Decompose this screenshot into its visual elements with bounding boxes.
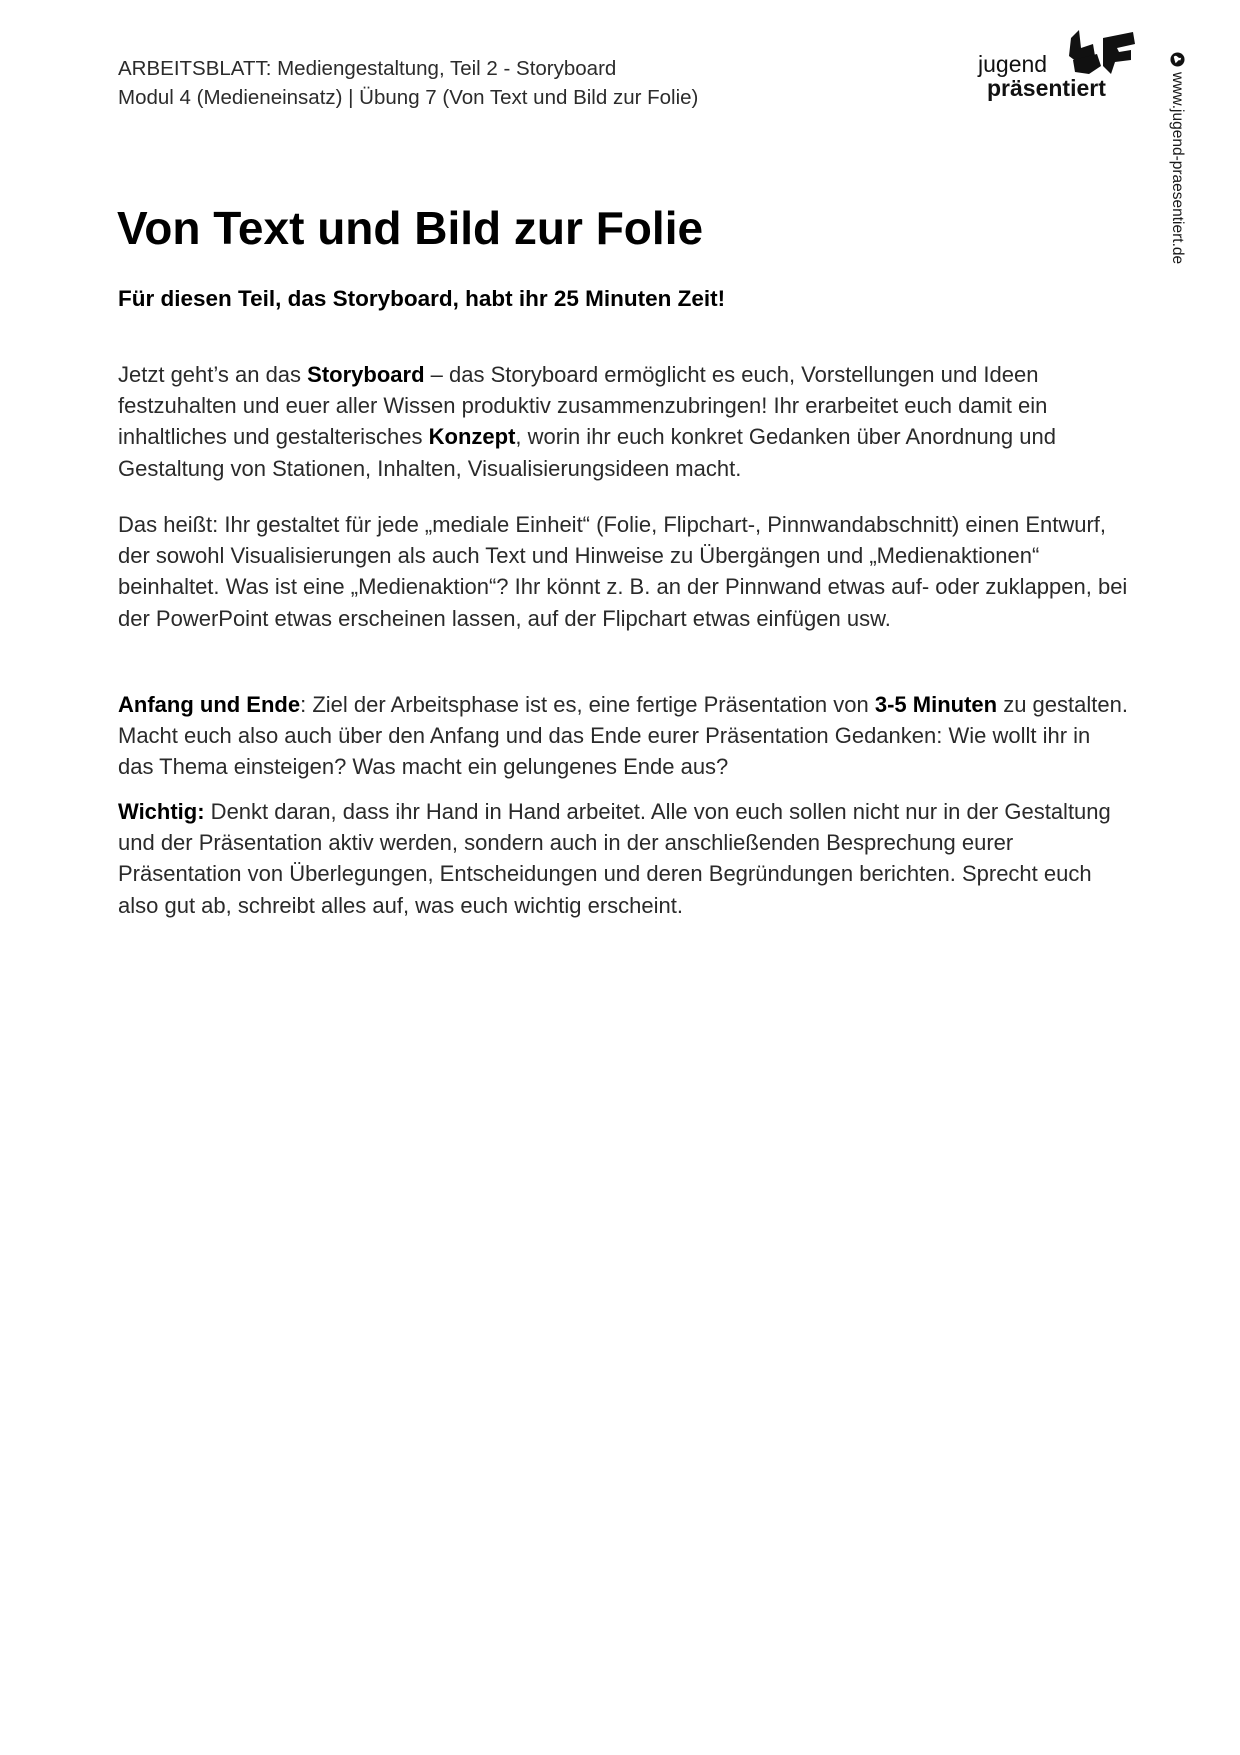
header-line-2: Modul 4 (Medieneinsatz) | Übung 7 (Von Text und Bild zur Folie) — [118, 86, 699, 109]
paragraph-text: – das Storyboard ermöglicht es euch, Vorstellungen und Ideen festzuhalten und euer aller Wissen produktiv zusammenzubringen! Ihr erarbeitet euch damit ein inhaltliches und gestalterisches — [118, 362, 1048, 450]
logo-word-jugend: jugend — [978, 51, 1048, 77]
header-line-1: ARBEITSBLATT: Mediengestaltung, Teil 2 - Storyboard — [118, 57, 617, 80]
paragraph-mediale-einheit: Das heißt: Ihr gestaltet für jede „mediale Einheit“ (Folie, Flipchart-, Pinnwandabschnitt) einen Entwurf, der sowohl Visualisierungen als auch Text und Hinweise zu Übergängen und „Medienaktionen“ beinhaltet. Was ist eine „Medienaktion“? Ihr könnt z. B. an der Pinnwand etwas auf- oder zuklappen, bei der PowerPoint etwas erscheinen lassen, auf der Flipchart etwas einfügen usw. — [118, 512, 1128, 631]
bold-term-duration: 3-5 Minuten — [874, 692, 998, 717]
bold-term-storyboard: Storyboard — [307, 362, 425, 387]
website-url-text: www.jugend-praesentiert.de — [1169, 72, 1186, 265]
paragraph-text: Jetzt geht’s an das — [118, 362, 308, 387]
jugend-praesentiert-logo — [975, 30, 1135, 110]
paragraph-text: Denkt daran, dass ihr Hand in Hand arbeitet. Alle von euch sollen nicht nur in der Gestaltung und der Präsentation aktiv werden, sondern auch in der anschließenden Besprechung eurer Präsentation von Überlegungen, Entscheidungen und deren Begründungen berichten. Sprecht euch also gut ab, schreibt alles auf, was euch wichtig erscheint. — [118, 799, 1111, 918]
jp-brand-mark-icon — [1067, 30, 1137, 78]
paragraph-text: : Ziel der Arbeitsphase ist es, eine fertige Präsentation von — [300, 692, 875, 717]
paragraph-text: , worin ihr euch konkret Gedanken über Anordnung und Gestaltung von Stationen, Inhalten, Visualisierungsideen macht. — [118, 424, 1056, 481]
bold-term-wichtig: Wichtig: — [118, 799, 205, 824]
bold-term-anfang-und-ende: Anfang und Ende — [118, 692, 301, 717]
paragraph-storyboard — [118, 359, 1128, 484]
page-title: Von Text und Bild zur Folie — [117, 202, 704, 254]
worksheet-header — [118, 54, 878, 112]
website-url-vertical — [1168, 52, 1186, 264]
bold-term-konzept: Konzept — [428, 424, 516, 450]
paragraph-wichtig — [118, 796, 1128, 921]
logo-word-praesentiert: präsentiert — [987, 75, 1106, 101]
paragraph-anfang-und-ende — [118, 689, 1128, 783]
page-subtitle: Für diesen Teil, das Storyboard, habt ihr 25 Minuten Zeit! — [118, 286, 726, 311]
paragraph-text: zu gestalten. Macht euch also auch über den Anfang und das Ende eurer Präsentation Gedanken: Wie wollt ihr in das Thema einsteigen? Was macht ein gelungenes Ende aus? — [118, 692, 1128, 780]
globe-icon — [1170, 52, 1185, 67]
